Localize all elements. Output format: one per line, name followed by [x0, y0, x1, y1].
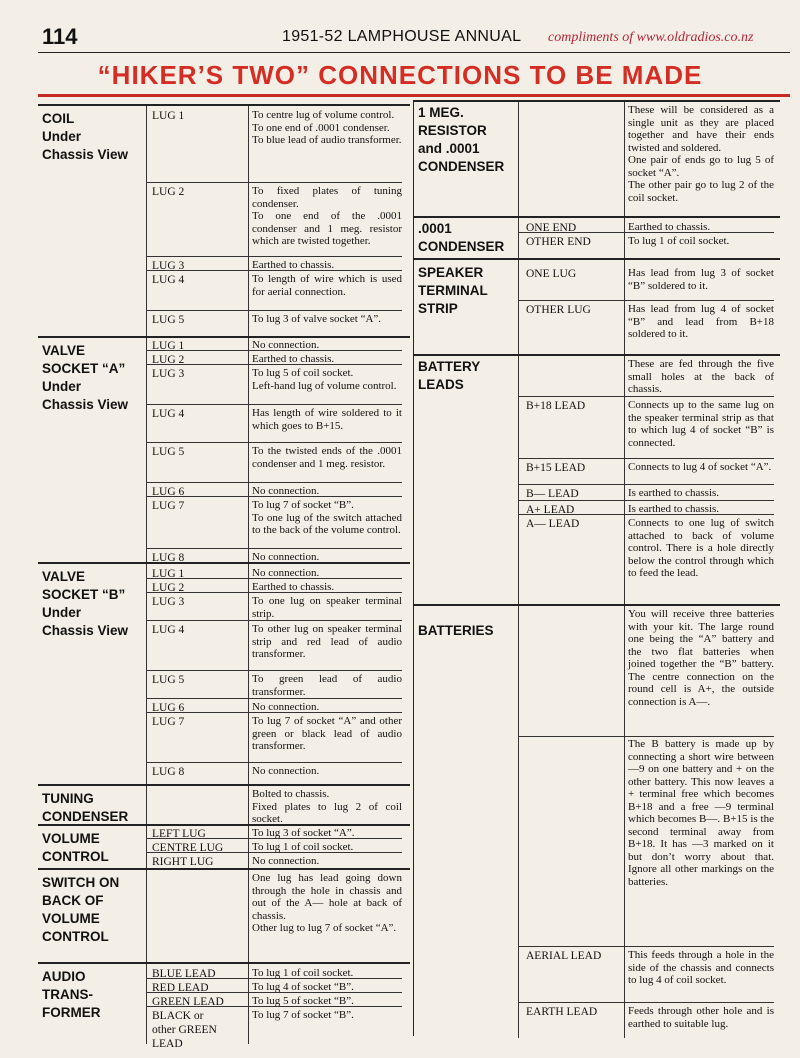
row-rule [146, 762, 402, 763]
connection-text: Earthed to chassis. [252, 353, 335, 365]
desc-column-rule [248, 338, 249, 562]
lug-column-rule [146, 338, 147, 562]
lug-column-rule [518, 218, 519, 258]
lug-label: LUG 8 [152, 552, 185, 564]
title-rule [38, 94, 790, 97]
lug-label: AERIAL LEAD [526, 950, 602, 962]
lug-label: LUG 8 [152, 766, 185, 778]
desc-column-rule [248, 106, 249, 338]
row-rule [146, 256, 402, 257]
lug-label: CENTRE LUG [152, 842, 224, 854]
section-label: VALVE SOCKET “A” Under Chassis View [42, 343, 129, 412]
desc-column-rule [248, 964, 249, 1044]
connection-text: To lug 7 of socket “B”. [252, 1009, 354, 1021]
connection-text: Connects to one lug of switch attached to back of volume control. There is a hole directly below the control through which to feed the lead. [628, 517, 774, 579]
lug-column-rule [146, 106, 147, 338]
section-valve_b [38, 562, 410, 784]
connection-text: No connection. [252, 701, 320, 713]
lug-label: BLUE LEAD [152, 968, 216, 980]
lug-column-rule [146, 786, 147, 824]
section-audio [38, 962, 410, 1050]
connection-text: These will be considered as a single unit as they are placed together and have their ends twisted and soldered. One pair of ends go to lug 5 of socket “A”. The other pair go to lug 2 of the coil socket. [628, 104, 774, 204]
row-rule [518, 736, 774, 737]
desc-column-rule [624, 218, 625, 258]
section-label: TUNING CONDENSER [42, 791, 129, 824]
connection-text: One lug has lead going down through the hole in chassis and out of the A— hole at back of chassis. Other lug to lug 7 of socket “A”. [252, 872, 402, 934]
lug-column-rule [146, 826, 147, 868]
lug-label: A— LEAD [526, 518, 580, 530]
lug-label: RIGHT LUG [152, 856, 214, 868]
connection-text: Connects up to the same lug on the speaker terminal strip as that to which lug 4 of socket “B” is connected. [628, 399, 774, 449]
row-rule [146, 698, 402, 699]
connection-text: To lug 5 of socket “B”. [252, 995, 354, 1007]
lug-label: EARTH LEAD [526, 1006, 598, 1018]
lug-label: GREEN LEAD [152, 996, 224, 1008]
publication-title: 1951-52 LAMPHOUSE ANNUAL [282, 28, 522, 45]
connection-text: No connection. [252, 551, 320, 563]
section-label: VOLUME CONTROL [42, 831, 109, 864]
lug-label: OTHER END [526, 236, 591, 248]
connection-text: To one lug on speaker terminal strip. [252, 595, 402, 620]
row-rule [518, 1002, 774, 1003]
lug-column-rule [518, 606, 519, 1038]
section-speaker [414, 258, 780, 354]
connection-text: To length of wire which is used for aerial connection. [252, 273, 402, 298]
section-label: VALVE SOCKET “B” Under Chassis View [42, 569, 129, 638]
row-rule [146, 620, 402, 621]
row-rule [146, 712, 402, 713]
lug-label: LUG 2 [152, 582, 185, 594]
desc-column-rule [624, 606, 625, 1038]
row-rule [146, 992, 402, 993]
lug-label: LUG 5 [152, 674, 185, 686]
connection-text: To lug 4 of socket “B”. [252, 981, 354, 993]
row-rule [146, 350, 402, 351]
desc-column-rule [248, 870, 249, 962]
section-valve_a [38, 336, 410, 562]
lug-label: LUG 3 [152, 368, 185, 380]
section-volume [38, 824, 410, 868]
lug-column-rule [146, 564, 147, 784]
connection-text: Feeds through other hole and is earthed to suitable lug. [628, 1005, 774, 1030]
connection-text: To lug 1 of coil socket. [628, 235, 730, 247]
row-rule [146, 670, 402, 671]
lug-label: A+ LEAD [526, 504, 575, 516]
section-label: BATTERY LEADS [418, 359, 481, 392]
batteries-text-1: You will receive three batteries with your kit. The large round one being the “A” battery and the two flat batteries when joined together the “B” battery. The centre connection on the round cell is A+, the outside connection is A—. [628, 608, 774, 708]
connection-text: Bolted to chassis. Fixed plates to lug 2 of coil socket. [252, 788, 402, 825]
lug-label: OTHER LUG [526, 304, 591, 316]
section-coil [38, 104, 410, 338]
connection-text: Has length of wire soldered to it which goes to B+15. [252, 407, 402, 432]
connection-text: Is earthed to chassis. [628, 487, 720, 499]
row-rule [146, 496, 402, 497]
page-header [0, 0, 800, 60]
compliments-link[interactable]: compliments of www.oldradios.co.nz [548, 30, 754, 45]
row-rule [518, 396, 774, 397]
lug-label: LUG 4 [152, 624, 185, 636]
lug-label: LUG 5 [152, 314, 185, 326]
page-title: “HIKER’S TWO” CONNECTIONS TO BE MADE [97, 60, 703, 90]
connection-text: No connection. [252, 567, 320, 579]
connection-text: To the twisted ends of the .0001 condenser and 1 meg. resistor. [252, 445, 402, 470]
section-label: 1 MEG. RESISTOR and .0001 CONDENSER [418, 105, 505, 174]
section-label: SWITCH ON BACK OF VOLUME CONTROL [42, 875, 120, 944]
row-rule [146, 1006, 402, 1007]
row-rule [146, 270, 402, 271]
connection-text: To other lug on speaker terminal strip and red lead of audio transformer. [252, 623, 402, 660]
batteries-text-2: The B battery is made up by connecting a short wire between —9 on one battery and + on the other battery. This now leaves a + terminal free which becomes B+18 and a free —9 terminal which becomes B—. B+15 is the second terminal away from B+18. It has —3 marked on it but don’t worry about that. Ignore all other markings on the batteries. [628, 738, 774, 888]
lug-column-rule [518, 356, 519, 604]
lug-label: ONE END [526, 222, 577, 234]
lug-label: B+15 LEAD [526, 462, 586, 474]
connection-text: To lug 7 of socket “B”. To one lug of the switch attached to the back of the volume control. [252, 499, 402, 536]
lug-label: LUG 7 [152, 716, 185, 728]
lug-label: LUG 6 [152, 702, 185, 714]
desc-column-rule [248, 564, 249, 784]
row-rule [518, 500, 774, 501]
connection-text: To centre lug of volume control. To one end of .0001 condenser. To blue lead of audio transformer. [252, 109, 402, 146]
section-label: BATTERIES [418, 623, 494, 638]
lug-column-rule [146, 870, 147, 962]
lug-label: LUG 4 [152, 408, 185, 420]
connection-text: To lug 3 of socket “A”. [252, 827, 355, 839]
section-tuning [38, 784, 410, 824]
header-rule [38, 52, 790, 53]
row-rule [146, 852, 402, 853]
row-rule [146, 364, 402, 365]
connection-text: To lug 3 of valve socket “A”. [252, 313, 382, 325]
row-rule [146, 182, 402, 183]
desc-column-rule [624, 356, 625, 604]
lug-column-rule [146, 964, 147, 1044]
row-rule [146, 482, 402, 483]
connection-text: To lug 7 of socket “A” and other green or black lead of audio transformer. [252, 715, 402, 752]
row-rule [146, 442, 402, 443]
connection-text: To fixed plates of tuning condenser. To one end of the .0001 condenser and 1 meg. resistor which are twisted together. [252, 185, 402, 247]
lug-label: LUG 2 [152, 354, 185, 366]
row-rule [146, 978, 402, 979]
lug-label: ONE LUG [526, 268, 577, 280]
lug-label: LUG 3 [152, 596, 185, 608]
connection-text: Has lead from lug 4 of socket “B” and lead from B+18 soldered to it. [628, 303, 774, 340]
desc-column-rule [248, 786, 249, 824]
section-label: .0001 CONDENSER [418, 221, 505, 254]
section-condenser [414, 216, 780, 258]
lug-label: LUG 1 [152, 110, 185, 122]
row-rule [146, 578, 402, 579]
row-rule [146, 548, 402, 549]
row-rule [146, 838, 402, 839]
connection-text: No connection. [252, 339, 320, 351]
left-column [38, 100, 410, 1050]
section-resistor [414, 100, 780, 216]
section-label: SPEAKER TERMINAL STRIP [418, 265, 488, 316]
row-rule [146, 404, 402, 405]
row-rule [518, 514, 774, 515]
lug-label: LUG 1 [152, 568, 185, 580]
lug-label: LUG 1 [152, 340, 185, 352]
connection-text: Has lead from lug 3 of socket “B” soldered to it. [628, 267, 774, 292]
connection-text: Connects to lug 4 of socket “A”. [628, 461, 772, 473]
connection-text: No connection. [252, 485, 320, 497]
lug-label: RED LEAD [152, 982, 209, 994]
desc-column-rule [624, 260, 625, 354]
connection-text: To lug 1 of coil socket. [252, 841, 354, 853]
connection-text: Earthed to chassis. [252, 259, 335, 271]
lug-label: BLACK or other GREEN LEAD [152, 1010, 217, 1050]
lug-label: B+18 LEAD [526, 400, 586, 412]
section-battery_leads [414, 354, 780, 604]
right-column [414, 100, 780, 1046]
desc-column-rule [248, 826, 249, 868]
lug-label: LUG 2 [152, 186, 185, 198]
row-rule [518, 232, 774, 233]
row-rule [146, 592, 402, 593]
connection-text: To lug 5 of coil socket. Left-hand lug of volume control. [252, 367, 397, 392]
section-switch [38, 868, 410, 962]
lug-label: B— LEAD [526, 488, 579, 500]
connection-text: Earthed to chassis. [252, 581, 335, 593]
connection-text: This feeds through a hole in the side of the chassis and connects to lug 4 of coil socket. [628, 949, 774, 986]
lug-label: LUG 3 [152, 260, 185, 272]
lug-label: LEFT LUG [152, 828, 206, 840]
connection-text: To green lead of audio transformer. [252, 673, 402, 698]
lug-column-rule [518, 102, 519, 216]
lug-label: LUG 7 [152, 500, 185, 512]
connection-text: Earthed to chassis. [628, 221, 711, 233]
row-rule [518, 484, 774, 485]
lug-label: LUG 5 [152, 446, 185, 458]
connection-text: No connection. [252, 765, 320, 777]
desc-column-rule [624, 102, 625, 216]
section-label: AUDIO TRANS- FORMER [42, 969, 101, 1020]
row-rule [518, 946, 774, 947]
connection-text: Is earthed to chassis. [628, 503, 720, 515]
connection-text: To lug 1 of coil socket. [252, 967, 354, 979]
row-rule [146, 310, 402, 311]
lug-label: LUG 6 [152, 486, 185, 498]
section-batteries [414, 604, 780, 1038]
row-rule [518, 458, 774, 459]
lug-label: LUG 4 [152, 274, 185, 286]
intro-text: These are fed through the five small holes at the back of chassis. [628, 358, 774, 395]
lug-column-rule [518, 260, 519, 354]
connection-text: No connection. [252, 855, 320, 867]
page-number: 114 [42, 24, 78, 49]
section-label: COIL Under Chassis View [42, 111, 129, 162]
row-rule [518, 300, 774, 301]
